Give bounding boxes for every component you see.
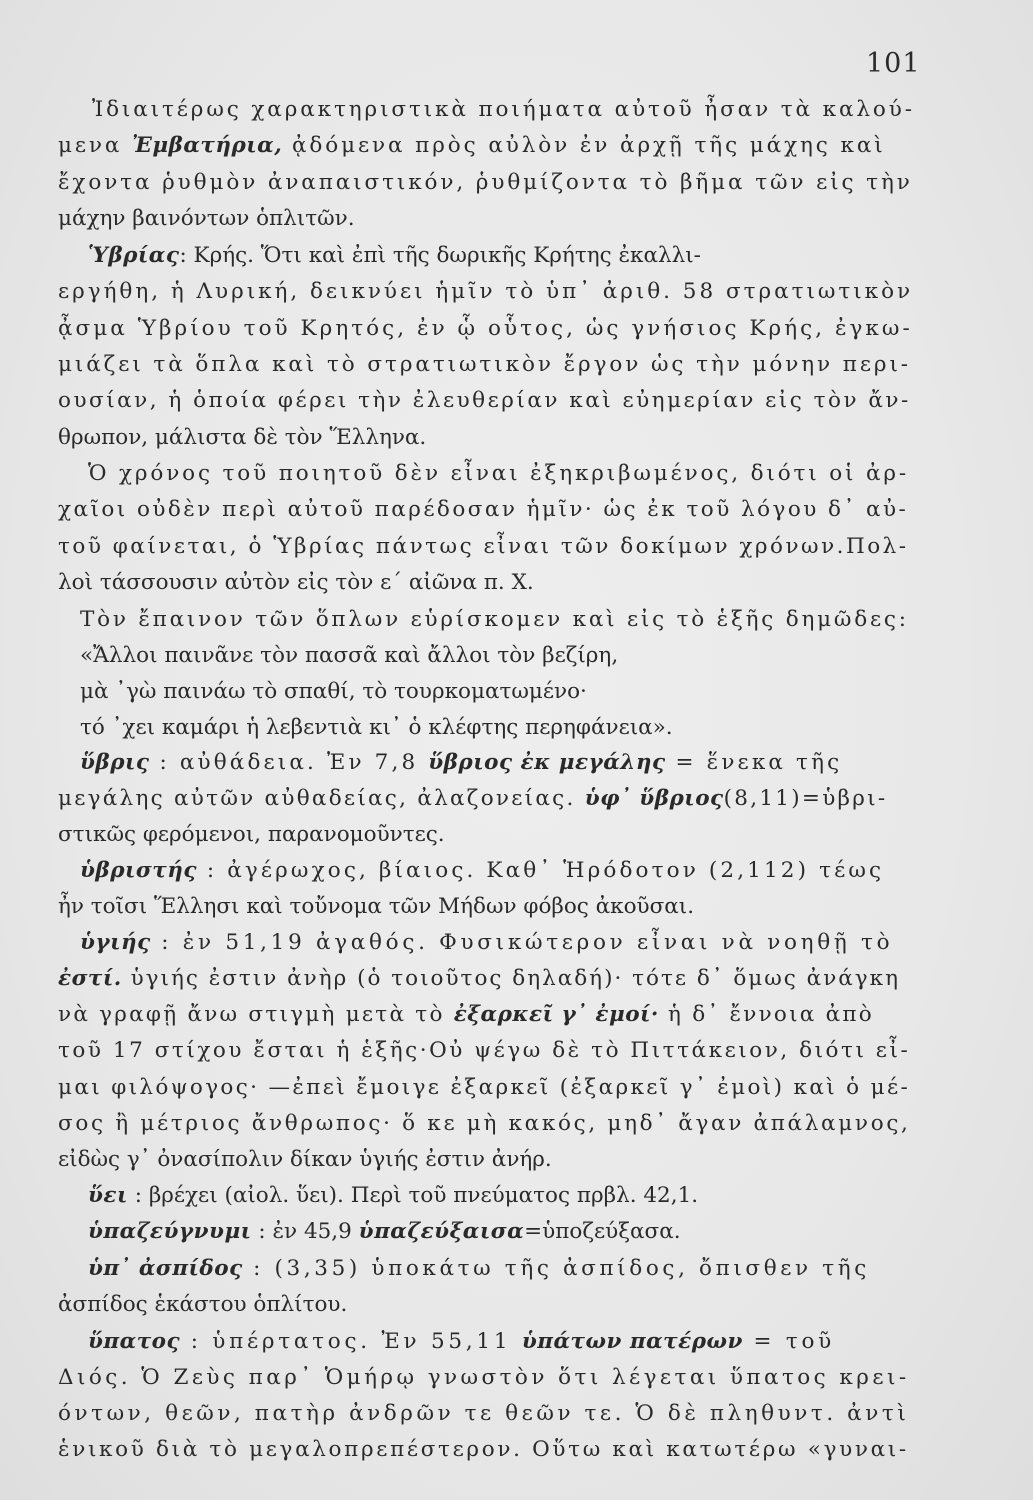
text-run: μὰ ᾿γὼ παινάω τὸ σπαθί, τὸ τουρκοματωμένο·	[80, 679, 587, 704]
text-run: ἑνικοῦ διὰ τὸ μεγαλοπρεπέστερον. Οὕτω καὶ κατωτέρω «γυναι-	[58, 1437, 909, 1462]
text-line	[0, 745, 1033, 781]
line-content	[80, 710, 673, 746]
headword: Ἐμβατήρια,	[132, 133, 283, 158]
line-content	[88, 1178, 698, 1214]
line-content	[58, 997, 874, 1033]
line-content	[58, 781, 887, 817]
line-content	[58, 1432, 909, 1468]
line-content	[58, 1360, 910, 1396]
line-content	[58, 274, 913, 310]
text-run: : αὐθάδεια. Ἐν 7,8	[149, 750, 429, 775]
text-run: εἰδὼς γ᾿ ὀνασίπολιν δίκαν ὑγιής ἐστιν ἀνήρ.	[58, 1147, 552, 1172]
line-content	[58, 1287, 347, 1323]
text-line	[0, 1106, 1033, 1142]
text-run: χαῖοι οὐδὲν περὶ αὐτοῦ παρέδοσαν ἡμῖν· ὡς ἐκ τοῦ λόγου δ᾿ αὐ-	[58, 497, 909, 522]
text-run: ἔχοντα ῥυθμὸν ἀναπαιστικόν, ῥυθμίζοντα τὸ βῆμα τῶν εἰς τὴν	[58, 170, 913, 195]
text-run: : ἐν 45,9	[251, 1219, 359, 1244]
text-run: ὑγιής ἐστιν ἀνὴρ (ὁ τοιοῦτος δηλαδή)· τότε δ᾿ ὅμως ἀνάγκη	[121, 966, 900, 991]
text-run: ᾀδόμενα πρὸς αὐλὸν ἐν ἀρχῇ τῆς μάχης καὶ	[282, 133, 886, 158]
line-content	[58, 529, 909, 565]
text-line	[0, 1396, 1033, 1432]
text-run: Ἰδιαιτέρως χαρακτηριστικὰ ποιήματα αὐτοῦ ἦσαν τὰ καλού-	[92, 97, 915, 122]
text-run: : ἀγέρωχος, βίαιος. Καθ᾿ Ἡρόδοτον (2,112) τέως	[196, 858, 885, 883]
text-run: τοῦ φαίνεται, ὁ Ὑβρίας πάντως εἶναι τῶν δοκίμων χρόνων.Πολ-	[58, 534, 909, 559]
line-content	[58, 128, 886, 164]
line-content	[88, 1324, 835, 1360]
text-run: μεγάλης αὐτῶν αὐθαδείας, ἀλαζονείας.	[58, 786, 585, 811]
text-run: νὰ γραφῇ ἄνω στιγμὴ μετὰ τὸ	[58, 1002, 454, 1027]
line-content	[88, 1214, 681, 1250]
text-run: μιάζει τὰ ὅπλα καὶ τὸ στρατιωτικὸν ἔργον ὡς τὴν μόνην περι-	[58, 352, 911, 377]
headword: ὑπ᾿ ἀσπίδος	[88, 1256, 243, 1281]
text-run: «Ἄλλοι παινᾶνε τὸν πασσᾶ καὶ ἄλλοι τὸν βεζίρη,	[80, 643, 619, 668]
line-content	[58, 492, 908, 528]
text-line	[0, 674, 1033, 710]
text-line	[0, 853, 1033, 889]
headword: ὑφ᾿ ὕβριος	[584, 786, 724, 811]
text-line	[0, 201, 1033, 237]
line-content	[58, 1033, 910, 1069]
headword: ὑπάτων πατέρων	[521, 1329, 743, 1354]
text-line	[0, 602, 1033, 638]
text-run: (8,11)=ὑβρι-	[723, 786, 888, 811]
text-run: ἀσπίδος ἑκάστου ὁπλίτου.	[58, 1292, 348, 1317]
text-run: : ἐν 51,19 ἀγαθός. Φυσικώτερον εἶναι νὰ νοηθῇ τὸ	[150, 930, 894, 955]
line-content	[58, 1142, 552, 1178]
text-run: : ὑπέρτατος. Ἐν 55,11	[180, 1329, 522, 1354]
text-line	[0, 1251, 1033, 1287]
text-run: Ὁ χρόνος τοῦ ποιητοῦ δὲν εἶναι ἐξηκριβωμένος, διότι οἱ ἀρ-	[88, 461, 910, 486]
line-content	[92, 92, 915, 128]
text-run: σος ἢ μέτριος ἄνθρωπος· ὅ κε μὴ κακός, μηδ᾿ ἄγαν ἀπάλαμνος,	[58, 1111, 911, 1136]
line-content	[88, 456, 909, 492]
text-line	[0, 165, 1033, 201]
text-run: μενα	[58, 133, 133, 158]
text-run: = τοῦ	[742, 1329, 835, 1354]
line-content	[58, 383, 911, 419]
text-line	[0, 1432, 1033, 1468]
text-line	[0, 383, 1033, 419]
text-run: ἦν τοῖσι Ἕλλησι καὶ τοὔνομα τῶν Μήδων φόβος ἀκοῦσαι.	[58, 894, 695, 919]
headword: ἐξαρκεῖ γ᾿ ἐμοί·	[453, 1002, 659, 1027]
headword: ὕβρις	[80, 750, 150, 775]
text-line	[0, 781, 1033, 817]
text-run: : Κρής. Ὅτι καὶ ἐπὶ τῆς δωρικῆς Κρήτης ἐκαλλι-	[179, 243, 701, 268]
text-run: ουσίαν, ἡ ὁποία φέρει τὴν ἐλευθερίαν καὶ εὐημερίαν εἰς τὸν ἄν-	[58, 388, 911, 413]
text-line	[0, 492, 1033, 528]
line-content	[58, 1106, 911, 1142]
line-content	[80, 925, 893, 961]
text-run: =ὑποζεύξασα.	[524, 1219, 681, 1244]
text-line	[0, 274, 1033, 310]
headword: ὕει	[88, 1183, 128, 1208]
line-content	[88, 238, 701, 274]
line-content	[58, 420, 426, 456]
line-content	[80, 674, 587, 710]
text-run: θρωπον, μάλιστα δὲ τὸν Ἕλληνα.	[58, 425, 427, 450]
line-content	[58, 889, 694, 925]
text-line	[0, 456, 1033, 492]
line-content	[80, 853, 884, 889]
text-line	[0, 1214, 1033, 1250]
text-line	[0, 961, 1033, 997]
text-line	[0, 1142, 1033, 1178]
line-content	[58, 1070, 910, 1106]
text-line	[0, 997, 1033, 1033]
text-line	[0, 925, 1033, 961]
line-content	[58, 201, 355, 237]
text-line	[0, 1324, 1033, 1360]
text-run: Διός. Ὁ Ζεὺς παρ᾿ Ὁμήρῳ γνωστὸν ὅτι λέγεται ὕπατος κρει-	[58, 1365, 910, 1390]
line-content	[80, 638, 618, 674]
line-content	[58, 311, 913, 347]
text-line	[0, 529, 1033, 565]
text-run: τό ᾿χει καμάρι ἡ λεβεντιὰ κι᾿ ὁ κλέφτης περηφάνεια».	[80, 715, 673, 740]
text-run: τοῦ 17 στίχου ἔσται ἡ ἑξῆς·Οὐ ψέγω δὲ τὸ Πιττάκειον, διότι εἶ-	[58, 1038, 911, 1063]
text-line	[0, 1360, 1033, 1396]
text-run: εργήθη, ἡ Λυρική, δεικνύει ἡμῖν τὸ ὑπ᾿ ἀριθ. 58 στρατιωτικὸν	[58, 279, 914, 304]
text-run: Τὸν ἔπαινον τῶν ὅπλων εὑρίσκομεν καὶ εἰς τὸ ἑξῆς δημῶδες:	[80, 607, 909, 632]
text-line	[0, 817, 1033, 853]
text-run: μαι φιλόψογος· —ἐπεὶ ἔμοιγε ἐξαρκεῖ (ἐξαρκεῖ γ᾿ ἐμοὶ) καὶ ὁ μέ-	[58, 1075, 911, 1100]
line-content	[88, 1251, 870, 1287]
text-run: : (3,35) ὑποκάτω τῆς ἀσπίδος, ὄπισθεν τῆς	[242, 1256, 870, 1281]
line-content	[58, 1396, 909, 1432]
text-run: ᾆσμα Ὑβρίου τοῦ Κρητός, ἐν ᾧ οὗτος, ὡς γνήσιος Κρής, ἐγκω-	[58, 316, 913, 341]
line-content	[58, 961, 900, 997]
text-line	[0, 1033, 1033, 1069]
headword: ὑπαζεύξαισα	[358, 1219, 525, 1244]
line-content	[58, 565, 534, 601]
text-run: : βρέχει (αἰολ. ὕει). Περὶ τοῦ πνεύματος πρβλ. 42,1.	[127, 1183, 699, 1208]
text-line	[0, 420, 1033, 456]
text-line	[0, 128, 1033, 164]
text-run: λοὶ τάσσουσιν αὐτὸν εἰς τὸν ε΄ αἰῶνα π. Χ.	[58, 570, 534, 595]
text-line	[0, 311, 1033, 347]
text-run: στικῶς φερόμενοι, παρανομοῦντες.	[58, 822, 445, 847]
headword: Ὑβρίας	[88, 243, 180, 268]
text-run: μάχην βαινόντων ὁπλιτῶν.	[58, 206, 355, 231]
text-line	[0, 347, 1033, 383]
text-run: ἡ δ᾿ ἔννοια ἀπὸ	[658, 1002, 874, 1027]
headword: ὑγιής	[80, 930, 151, 955]
text-line	[0, 238, 1033, 274]
headword: ὑπαζεύγνυμι	[88, 1219, 252, 1244]
headword: ὕπατος	[88, 1329, 181, 1354]
line-content	[58, 165, 913, 201]
line-content	[58, 347, 911, 383]
text-line	[0, 889, 1033, 925]
headword: ἐστί.	[58, 966, 122, 991]
text-line	[0, 1178, 1033, 1214]
text-line	[0, 1070, 1033, 1106]
text-run: = ἕνεκα τῆς	[665, 750, 843, 775]
text-run: όντων, θεῶν, πατὴρ ἀνδρῶν τε θεῶν τε. Ὁ δὲ πληθυντ. ἀντὶ	[58, 1401, 910, 1426]
page-number: 101	[866, 48, 921, 79]
line-content	[80, 602, 909, 638]
text-line	[0, 565, 1033, 601]
text-line	[0, 638, 1033, 674]
text-line	[0, 92, 1033, 128]
headword: ὕβριος ἐκ μεγάλης	[428, 750, 666, 775]
text-line	[0, 1287, 1033, 1323]
text-line	[0, 710, 1033, 746]
line-content	[80, 745, 842, 781]
line-content	[58, 817, 445, 853]
headword: ὑβριστής	[80, 858, 197, 883]
